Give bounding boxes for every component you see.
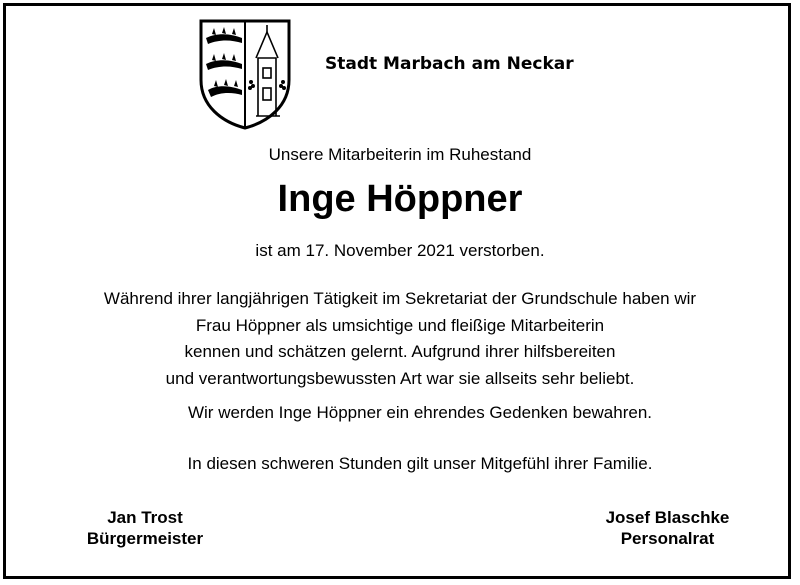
tribute-paragraph (0, 286, 800, 392)
signature-right (585, 507, 750, 549)
paragraph-line: Frau Höppner als umsichtige und fleißige Mitarbeiterin (195, 315, 605, 335)
organization-name: Stadt Marbach am Neckar (325, 54, 574, 74)
signer-title: Personalrat (620, 529, 715, 548)
city-coat-of-arms-icon (198, 18, 292, 130)
signature-left (60, 507, 230, 549)
paragraph-line: kennen und schätzen gelernt. Aufgrund ihrer hilfsbereiten (184, 342, 616, 361)
paragraph-line: Während ihrer langjährigen Tätigkeit im Sekretariat der Grundschule haben wir (103, 289, 697, 308)
signer-name: Jan Trost (107, 508, 183, 527)
death-date-line: ist am 17. November 2021 verstorben. (255, 241, 545, 260)
deceased-name: Inge Höppner (277, 178, 523, 220)
sympathy-line: In diesen schweren Stunden gilt unser Mitgefühl ihrer Familie. (187, 454, 653, 473)
paragraph-line: und verantwortungsbewussten Art war sie allseits sehr beliebt. (165, 368, 635, 388)
remembrance-line: Wir werden Inge Höppner ein ehrendes Gedenken bewahren. (187, 403, 652, 422)
signer-name: Josef Blaschke (605, 508, 730, 527)
intro-line: Unsere Mitarbeiterin im Ruhestand (268, 145, 532, 164)
signer-title: Bürgermeister (86, 529, 204, 548)
